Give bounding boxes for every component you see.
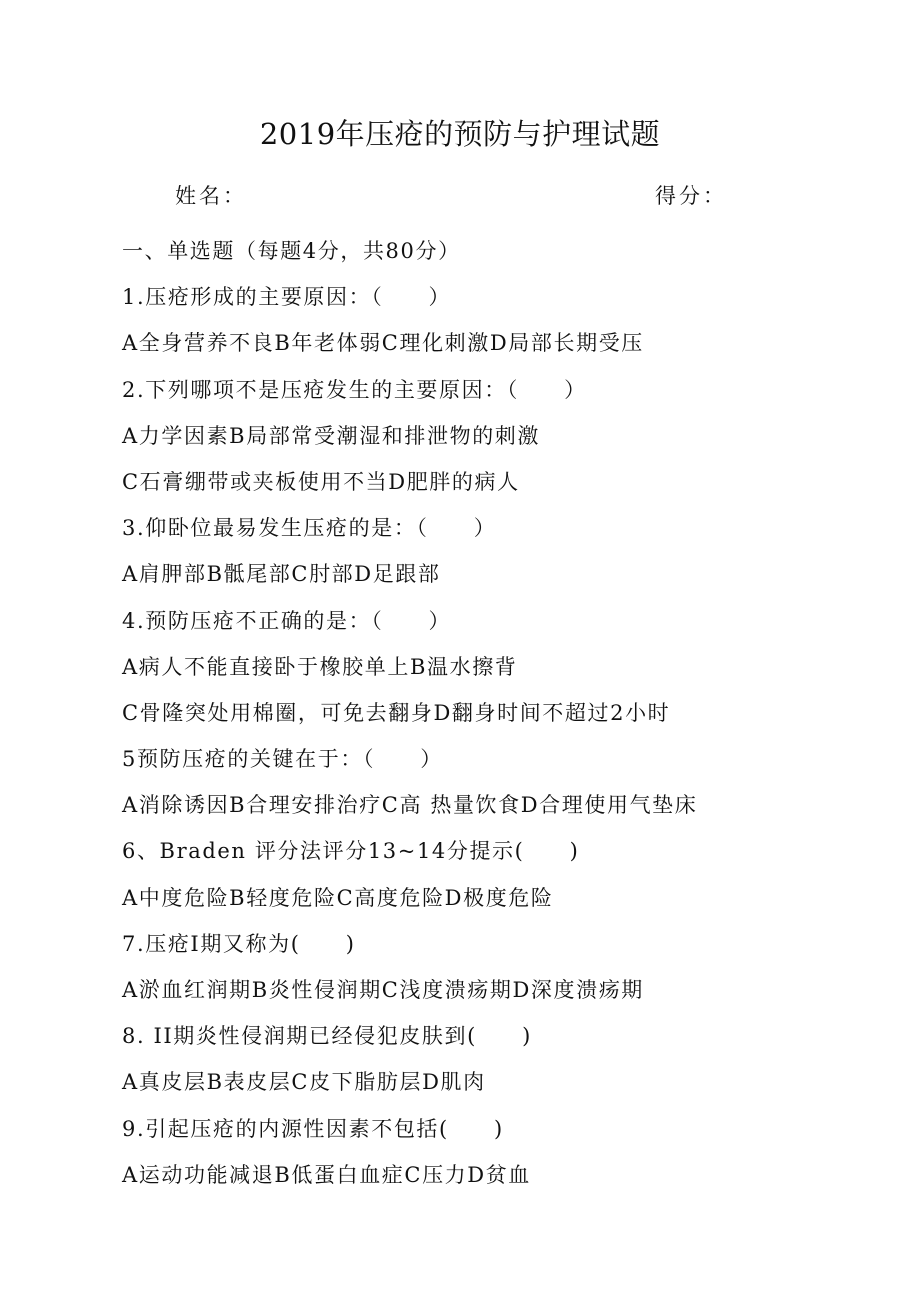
question-1-options: A全身营养不良B年老体弱C理化刺激D局部长期受压 <box>122 331 644 356</box>
question-6: 6、Braden 评分法评分13~14分提示( ) <box>122 839 580 864</box>
question-6-options: A中度危险B轻度危险C高度危险D极度危险 <box>122 885 554 910</box>
question-4: 4.预防压疮不正确的是：（ ） <box>122 608 452 633</box>
question-8: 8. II期炎性侵润期已经侵犯皮肤到( ) <box>122 1024 532 1049</box>
document-title: 2019年压疮的预防与护理试题 <box>259 117 661 151</box>
question-2: 2.下列哪项不是压疮发生的主要原因：（ ） <box>122 377 587 402</box>
question-5-options: A消除诱因B合理安排治疗C高 热量饮食D合理使用气垫床 <box>122 793 698 818</box>
score-label: 得分： <box>655 184 727 208</box>
name-label: 姓名： <box>175 184 247 208</box>
question-9-options: A运动功能减退B低蛋白血症C压力D贫血 <box>122 1162 531 1187</box>
question-3-options: A肩胛部B骶尾部C肘部D足跟部 <box>122 562 441 587</box>
question-3: 3.仰卧位最易发生压疮的是：（ ） <box>122 516 497 541</box>
question-8-options: A真皮层B表皮层C皮下脂肪层D肌肉 <box>122 1070 486 1095</box>
question-4-options-line-1: A病人不能直接卧于橡胶单上B温水擦背 <box>122 654 518 679</box>
question-4-options-line-2: C骨隆突处用棉圈，可免去翻身D翻身时间不超过2小时 <box>122 700 671 725</box>
question-2-options-line-1: A力学因素B局部常受潮湿和排泄物的刺激 <box>122 423 540 448</box>
question-list <box>122 236 882 1206</box>
question-9: 9.引起压疮的内源性因素不包括( ) <box>122 1116 504 1141</box>
section-heading: 一、单选题（每题4分，共80分） <box>122 239 461 263</box>
question-2-options-line-2: C石膏绷带或夹板使用不当D肥胖的病人 <box>122 469 520 494</box>
question-7-options: A淤血红润期B炎性侵润期C浅度溃疡期D深度溃疡期 <box>122 978 644 1002</box>
question-5: 5预防压疮的关键在于：（ ） <box>122 747 443 772</box>
question-1: 1.压疮形成的主要原因：（ ） <box>122 285 452 310</box>
question-7: 7.压疮I期又称为( ) <box>122 931 356 956</box>
